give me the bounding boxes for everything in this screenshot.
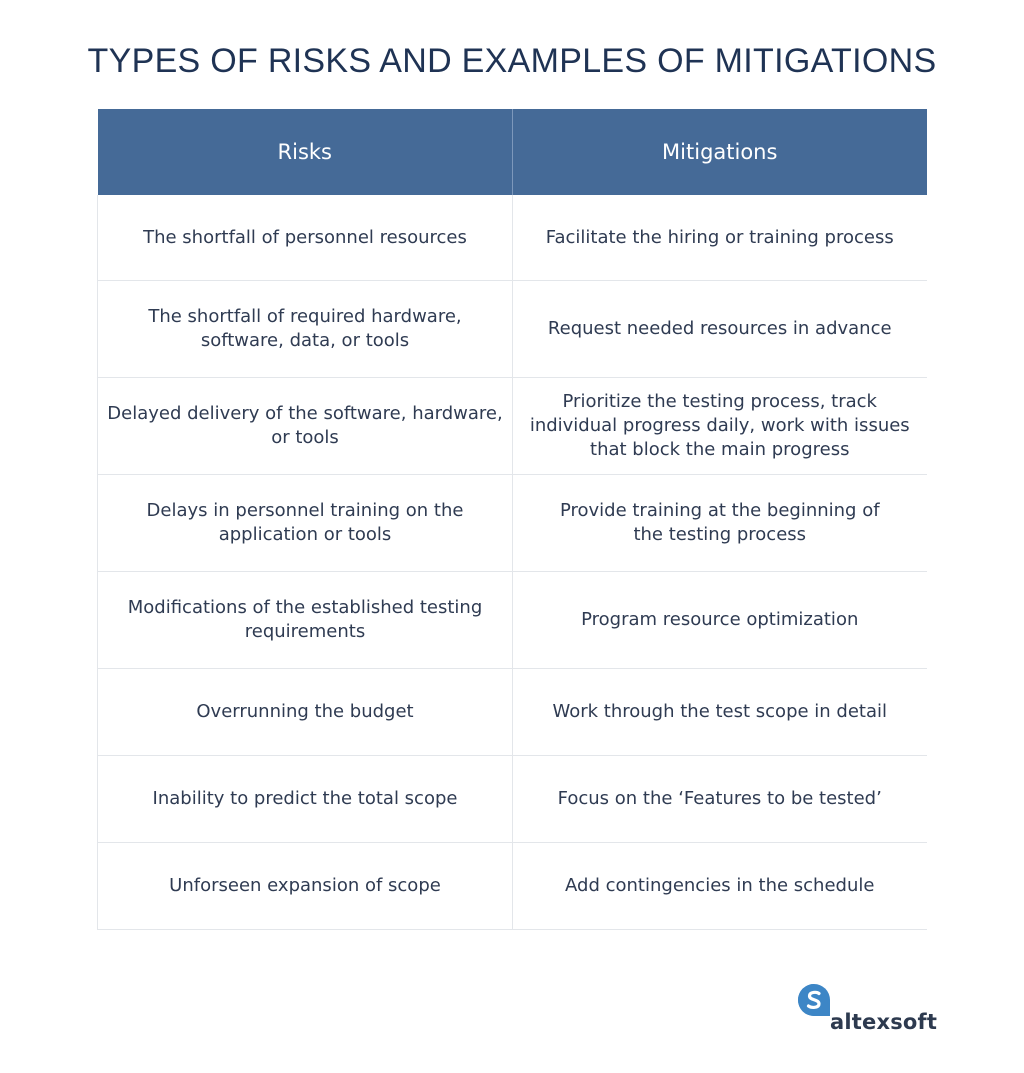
table-row	[98, 195, 927, 281]
risk-cell: Modifications of the established testing requirements	[98, 572, 513, 669]
table-row	[98, 756, 927, 843]
mitigation-cell: Focus on the ‘Features to be tested’	[513, 756, 927, 843]
altexsoft-logo-icon	[796, 982, 832, 1018]
risk-cell: Unforseen expansion of scope	[98, 843, 513, 930]
column-header-mitigations: Mitigations	[513, 109, 927, 195]
risk-cell: Inability to predict the total scope	[98, 756, 513, 843]
table-header-row	[98, 109, 927, 195]
mitigation-cell: Request needed resources in advance	[513, 281, 927, 378]
risks-table	[97, 109, 927, 930]
mitigation-cell: Provide training at the beginning of the testing process	[513, 475, 927, 572]
mitigation-cell: Add contingencies in the schedule	[513, 843, 927, 930]
table-row	[98, 669, 927, 756]
column-header-risks: Risks	[98, 109, 513, 195]
mitigation-cell: Facilitate the hiring or training process	[513, 195, 927, 281]
risk-cell: The shortfall of personnel resources	[98, 195, 513, 281]
mitigation-cell: Program resource optimization	[513, 572, 927, 669]
table-row	[98, 572, 927, 669]
altexsoft-logo	[796, 982, 938, 1038]
table-row	[98, 281, 927, 378]
risk-cell: Delayed delivery of the software, hardware, or tools	[98, 378, 513, 475]
logo-wordmark: altexsoft	[830, 1010, 938, 1034]
page-title: TYPES OF RISKS AND EXAMPLES OF MITIGATIONS	[87, 42, 937, 80]
table-row	[98, 843, 927, 930]
risk-cell: Overrunning the budget	[98, 669, 513, 756]
table-row	[98, 475, 927, 572]
table-row	[98, 378, 927, 475]
risk-cell: Delays in personnel training on the application or tools	[98, 475, 513, 572]
mitigation-cell: Work through the test scope in detail	[513, 669, 927, 756]
mitigation-cell: Prioritize the testing process, track individual progress daily, work with issues that block the main progress	[513, 378, 927, 475]
risk-cell: The shortfall of required hardware, software, data, or tools	[98, 281, 513, 378]
